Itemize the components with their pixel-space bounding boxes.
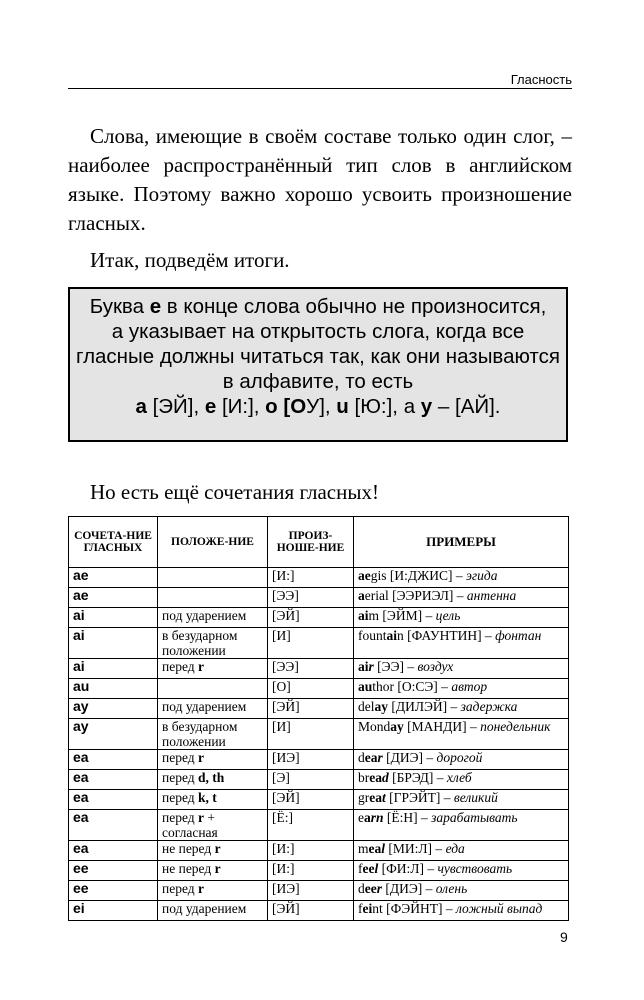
word-part: d [358,750,365,765]
pronunciation-cell: [И] [268,719,354,750]
word-vowels: ai [358,659,369,674]
transcription: [ДИЭ] – [382,750,437,765]
example-cell [354,568,569,588]
rule-text-body: а указывает на открытость слога, когда все гласные должны читаться так, как они называются в алфавите, то есть [76,320,560,393]
pronunciation-cell: [ЭЙ] [268,608,354,628]
position-letters: r [198,810,205,825]
word-vowels: ee [364,881,377,896]
letter-y: y [420,395,433,418]
letter-a: a [135,395,147,418]
transcription: [ФЭЙНТ] – [382,901,456,916]
transcription: [ЭЭРИЭЛ] – [388,588,467,603]
translation: олень [435,881,468,896]
example-cell [354,750,569,770]
pronunciation-cell: [Ё:] [268,810,354,841]
position-prefix: перед [162,659,199,674]
pronunciation-cell: [ЭЙ] [268,699,354,719]
position-letters: k, t [198,790,217,805]
position-cell: в безударном положении [158,719,268,750]
position-cell [158,790,268,810]
position-cell [158,770,268,790]
word-part: d [358,881,365,896]
combination-cell: ei [69,901,158,921]
example-cell [354,881,569,901]
translation: ложный выпад [455,901,543,916]
pronunciation-cell: [ЭЙ] [268,790,354,810]
translation: великий [453,790,498,805]
position-letters: d, th [198,770,225,785]
position-cell [158,881,268,901]
pronunciation-cell: [ИЭ] [268,881,354,901]
word-vowels: ai [386,628,398,643]
position-cell [158,568,268,588]
combination-cell: ay [69,699,158,719]
pronunciation-cell: [О] [268,679,354,699]
pronunciation-cell: [ЭЭ] [268,659,354,679]
position-cell: в безударном положении [158,628,268,659]
combination-cell: au [69,679,158,699]
word-part: fount [358,628,387,643]
header-rule [68,88,572,89]
rule-letters-line [135,395,500,418]
table-header-row [69,517,569,568]
translation: фонтан [495,628,542,643]
word-part: Mond [358,719,391,734]
position-letters: r [198,750,205,765]
letter-u: u [336,395,349,418]
word-final: d [382,770,389,785]
word-part: f [358,901,363,916]
translation: зарабатывать [431,810,518,825]
transcription: [ДИЛЭЙ] – [388,699,461,714]
sound-y: – [АЙ]. [432,395,501,418]
sound-a: [ЭЙ], [146,395,205,418]
translation: антенна [466,588,517,603]
combination-cell: ae [69,588,158,608]
pronunciation-cell: [Э] [268,770,354,790]
sound-e: [И:], [216,395,266,418]
rule-text-end: в конце слова обычно не произносится, [161,295,547,318]
word-final: l [374,861,379,876]
word-part: e [358,810,364,825]
word-part: br [358,770,370,785]
rule-text-start: Буква [89,295,150,318]
combination-cell: ea [69,790,158,810]
translation: еда [445,841,465,856]
example-cell [354,719,569,750]
example-cell [354,770,569,790]
word-vowels: ay [374,699,388,714]
page-number: 9 [560,929,568,945]
word-vowels: ay [390,719,404,734]
table-row [69,770,569,790]
combination-cell: ea [69,750,158,770]
table-row [69,659,569,679]
table-row [69,881,569,901]
transcription: [ДИЭ] – [382,881,436,896]
header-position: ПОЛОЖЕ-НИЕ [158,517,268,568]
combination-cell: ay [69,719,158,750]
word-part: gis [370,568,387,583]
pronunciation-cell: [И] [268,628,354,659]
pronunciation-cell: [И:] [268,568,354,588]
header-examples: ПРИМЕРЫ [354,517,569,568]
table-row [69,790,569,810]
transcription: [ГРЭЙТ] – [385,790,454,805]
word-vowels: a [358,588,365,603]
word-vowels: ee [362,861,375,876]
pronunciation-cell: [И:] [268,861,354,881]
pronunciation-cell: [ИЭ] [268,750,354,770]
position-prefix: перед [162,750,199,765]
word-vowels: au [358,679,373,694]
position-letters: r [198,881,205,896]
position-cell [158,841,268,861]
transcription: [ЭЙМ] – [379,608,436,623]
position-prefix: не перед [162,861,215,876]
summary-line: Итак, подведём итоги. [90,248,290,272]
position-prefix: перед [162,881,199,896]
letter-o: o [265,395,278,418]
example-cell [354,659,569,679]
transcription: [ФИ:Л] – [378,861,438,876]
translation: дорогой [436,750,483,765]
pronunciation-cell: [ЭЙ] [268,901,354,921]
position-cell [158,810,268,841]
example-cell [354,790,569,810]
word-vowels: ae [358,568,371,583]
transcription: [О:СЭ] – [394,679,452,694]
word-vowels: a [364,810,371,825]
translation: понедельник [480,719,551,734]
word-final: t [382,790,386,805]
position-cell [158,750,268,770]
sound-o-bold: [О [277,395,307,418]
table-row [69,608,569,628]
combination-cell: ea [69,841,158,861]
vowel-combinations-table [68,516,569,921]
translation: автор [451,679,488,694]
position-cell: под ударением [158,608,268,628]
position-prefix: перед [162,810,199,825]
word-part: nt [372,901,383,916]
position-cell: под ударением [158,699,268,719]
table-row [69,810,569,841]
combination-cell: ee [69,881,158,901]
header-pronunciation: ПРОИЗ-НОШЕ-НИЕ [268,517,354,568]
example-cell [354,901,569,921]
transcription: [Ё:Н] – [383,810,432,825]
position-suffix: + согласная [162,810,218,840]
translation: воздух [417,659,454,674]
table-row [69,628,569,659]
word-part: gr [358,790,370,805]
header-combination: СОЧЕТА-НИЕ ГЛАСНЫХ [69,517,158,568]
example-cell [354,841,569,861]
example-cell [354,628,569,659]
position-cell [158,861,268,881]
table-row [69,699,569,719]
table-row [69,568,569,588]
word-final: l [381,841,386,856]
table-row [69,588,569,608]
table-row [69,901,569,921]
table-row [69,861,569,881]
transcription: [БРЭД] – [388,770,447,785]
word-part: del [358,699,375,714]
translation: хлеб [446,770,472,785]
word-vowels: ea [368,841,382,856]
word-vowels: ea [369,770,382,785]
example-cell [354,699,569,719]
word-part: thor [372,679,395,694]
table-row [69,719,569,750]
example-cell [354,861,569,881]
position-cell [158,679,268,699]
combination-cell: ai [69,659,158,679]
translation: цель [435,608,461,623]
table-row [69,841,569,861]
intro-paragraph: Слова, имеющие в своём составе только один слог, – наиболее распространённый тип слов в английском языке. Поэтому важно хорошо усвоить произношение гласных. [68,124,572,235]
sound-o: У], [306,395,337,418]
transcription: [ЭЭ] – [373,659,418,674]
translation: чувствовать [437,861,513,876]
combination-cell: ea [69,810,158,841]
position-prefix: не перед [162,841,215,856]
example-cell [354,679,569,699]
rule-box [68,287,568,442]
letter-e: e [204,395,217,418]
position-letters: r [214,841,221,856]
word-part: m [358,841,369,856]
translation: эгида [465,568,498,583]
word-vowels: ai [358,608,369,623]
combination-cell: ai [69,628,158,659]
combination-cell: ea [69,770,158,790]
word-final: r [376,881,382,896]
word-part: m [368,608,380,623]
position-prefix: перед [162,790,199,805]
position-letters: r [214,861,221,876]
example-cell [354,810,569,841]
word-vowels: ea [369,790,382,805]
combination-cell: ae [69,568,158,588]
translation: задержка [460,699,518,714]
table-row [69,750,569,770]
position-prefix: перед [162,770,199,785]
word-vowels: ea [364,750,378,765]
word-part: f [358,861,363,876]
position-cell [158,659,268,679]
transcription: [ФАУНТИН] – [403,628,496,643]
word-part: erial [364,588,389,603]
position-cell [158,588,268,608]
pronunciation-cell: [ЭЭ] [268,588,354,608]
word-final: r [368,659,374,674]
word-final: r [377,750,383,765]
pronunciation-cell: [И:] [268,841,354,861]
transcription: [И:ДЖИС] – [386,568,466,583]
word-vowels: ei [362,901,373,916]
running-header: Гласность [510,72,572,87]
combination-cell: ee [69,861,158,881]
example-cell [354,588,569,608]
word-final: rn [370,810,384,825]
table-row [69,679,569,699]
rule-letter-e: e [149,295,162,318]
position-letters: r [198,659,205,674]
word-part: n [397,628,404,643]
sound-u: [Ю:], а [348,395,421,418]
example-cell [354,608,569,628]
position-cell: под ударением [158,901,268,921]
transcription: [МИ:Л] – [385,841,446,856]
combinations-intro: Но есть ещё сочетания гласных! [90,480,379,504]
transcription: [МАНДИ] – [403,719,481,734]
combination-cell: ai [69,608,158,628]
